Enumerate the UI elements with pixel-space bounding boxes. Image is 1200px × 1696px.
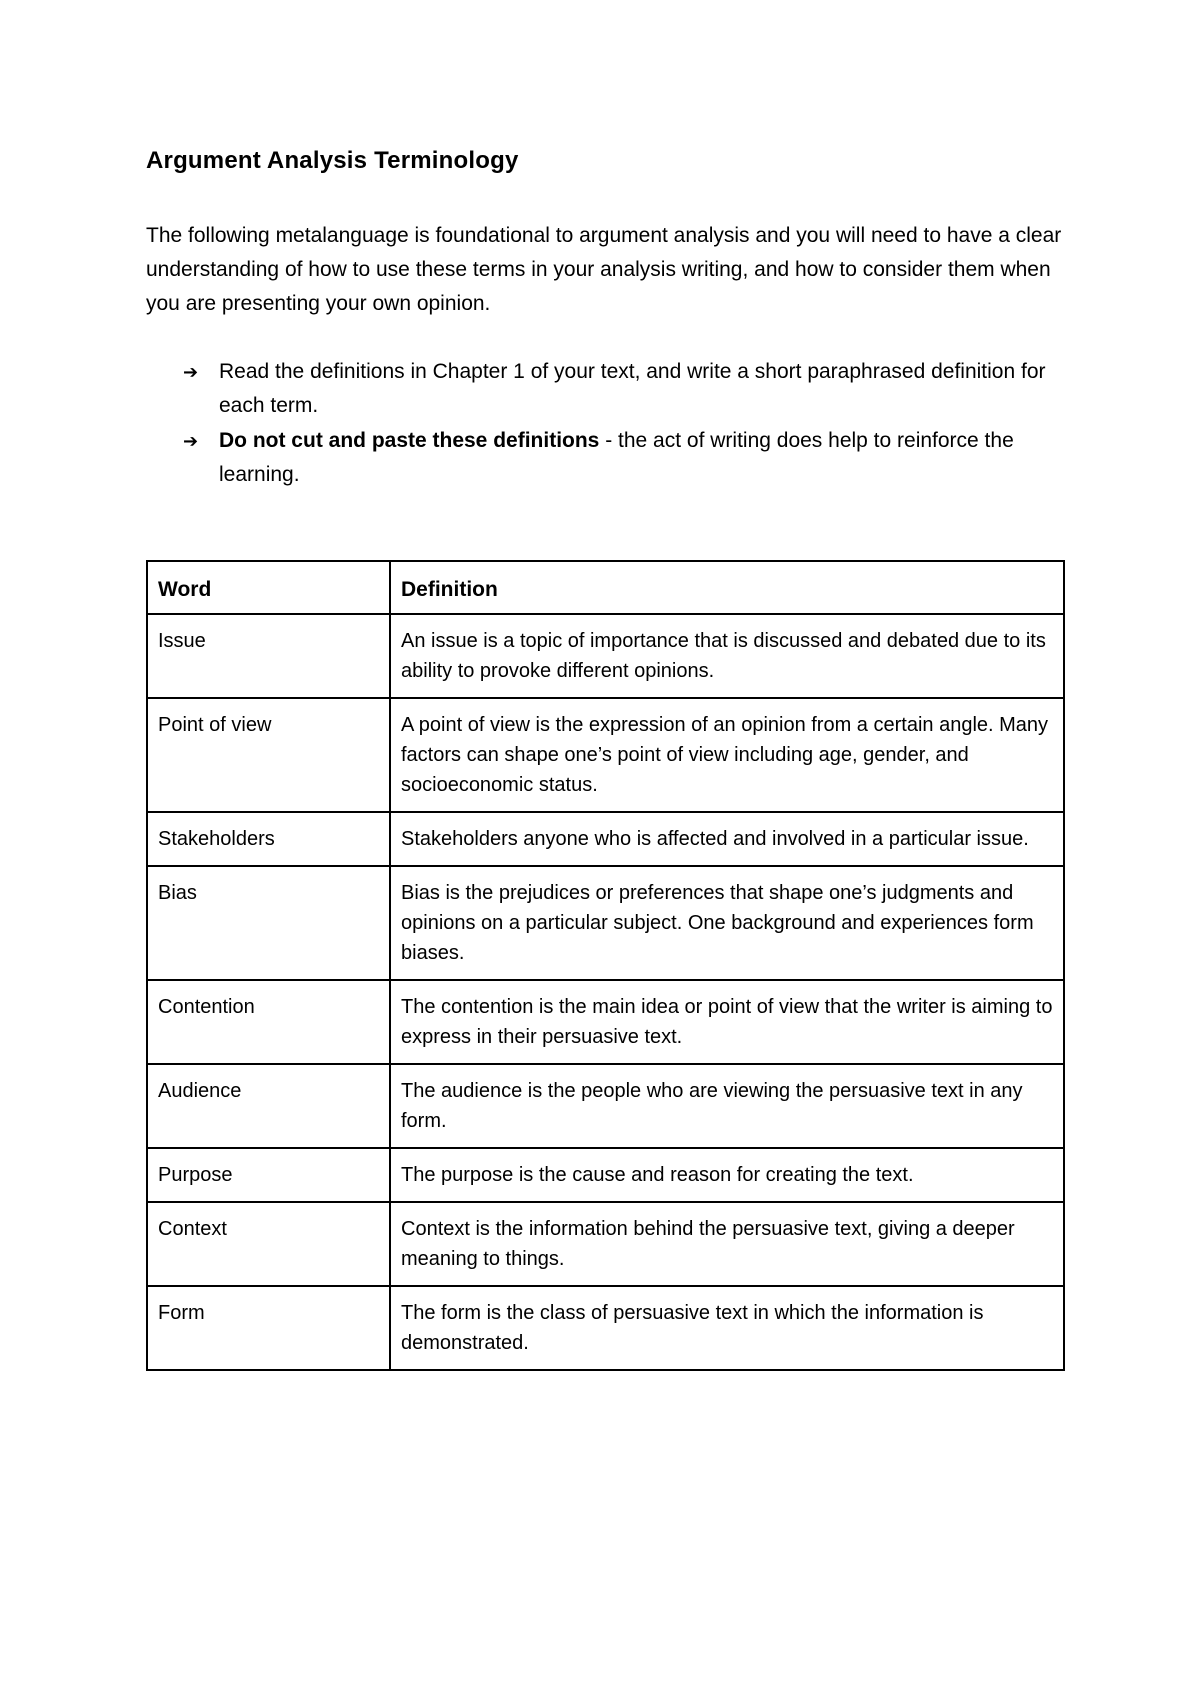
definition-cell: The audience is the people who are viewing the persuasive text in any form.	[390, 1064, 1064, 1148]
table-row	[147, 866, 1064, 980]
terminology-table	[146, 560, 1065, 1371]
term-cell: Contention	[147, 980, 390, 1064]
term-cell: Audience	[147, 1064, 390, 1148]
table-row	[147, 698, 1064, 812]
definition-cell: The form is the class of persuasive text in which the information is demonstrated.	[390, 1286, 1064, 1370]
term-cell: Bias	[147, 866, 390, 980]
arrow-right-icon: ➔	[183, 362, 199, 382]
instruction-text: Read the definitions in Chapter 1 of your text, and write a short paraphrased definition for each term.	[219, 360, 1046, 417]
table-row	[147, 1286, 1064, 1370]
instruction-text: - the act of writing does help to reinforce the learning.	[219, 429, 1014, 486]
definition-cell: Stakeholders anyone who is affected and involved in a particular issue.	[390, 812, 1064, 866]
instruction-item	[146, 424, 1076, 492]
definition-cell: Bias is the prejudices or preferences that shape one’s judgments and opinions on a particular subject. One background and experiences form biases.	[390, 866, 1064, 980]
term-cell: Purpose	[147, 1148, 390, 1202]
definition-cell: A point of view is the expression of an opinion from a certain angle. Many factors can shape one’s point of view including age, gender, and socioeconomic status.	[390, 698, 1064, 812]
column-header-definition: Definition	[390, 561, 1064, 614]
definition-cell: The contention is the main idea or point of view that the writer is aiming to express in their persuasive text.	[390, 980, 1064, 1064]
intro-paragraph: The following metalanguage is foundational to argument analysis and you will need to have a clear understanding of how to use these terms in your analysis writing, and how to consider them when you are presenting your own opinion.	[146, 224, 1062, 315]
table-row	[147, 812, 1064, 866]
table-row	[147, 1202, 1064, 1286]
term-cell: Point of view	[147, 698, 390, 812]
instruction-bold-text: Do not cut and paste these definitions	[219, 429, 600, 452]
table-row	[147, 1148, 1064, 1202]
definition-cell: Context is the information behind the persuasive text, giving a deeper meaning to things.	[390, 1202, 1064, 1286]
table-row	[147, 1064, 1064, 1148]
instruction-list	[146, 355, 1076, 493]
arrow-right-icon: ➔	[183, 431, 199, 451]
page-title: Argument Analysis Terminology	[146, 147, 519, 174]
definition-cell: The purpose is the cause and reason for creating the text.	[390, 1148, 1064, 1202]
table-row	[147, 980, 1064, 1064]
term-cell: Context	[147, 1202, 390, 1286]
table-row	[147, 614, 1064, 698]
definition-cell: An issue is a topic of importance that is discussed and debated due to its ability to provoke different opinions.	[390, 614, 1064, 698]
term-cell: Stakeholders	[147, 812, 390, 866]
column-header-word: Word	[147, 561, 390, 614]
term-cell: Form	[147, 1286, 390, 1370]
instruction-item	[146, 355, 1076, 423]
term-cell: Issue	[147, 614, 390, 698]
table-header-row	[147, 561, 1064, 614]
